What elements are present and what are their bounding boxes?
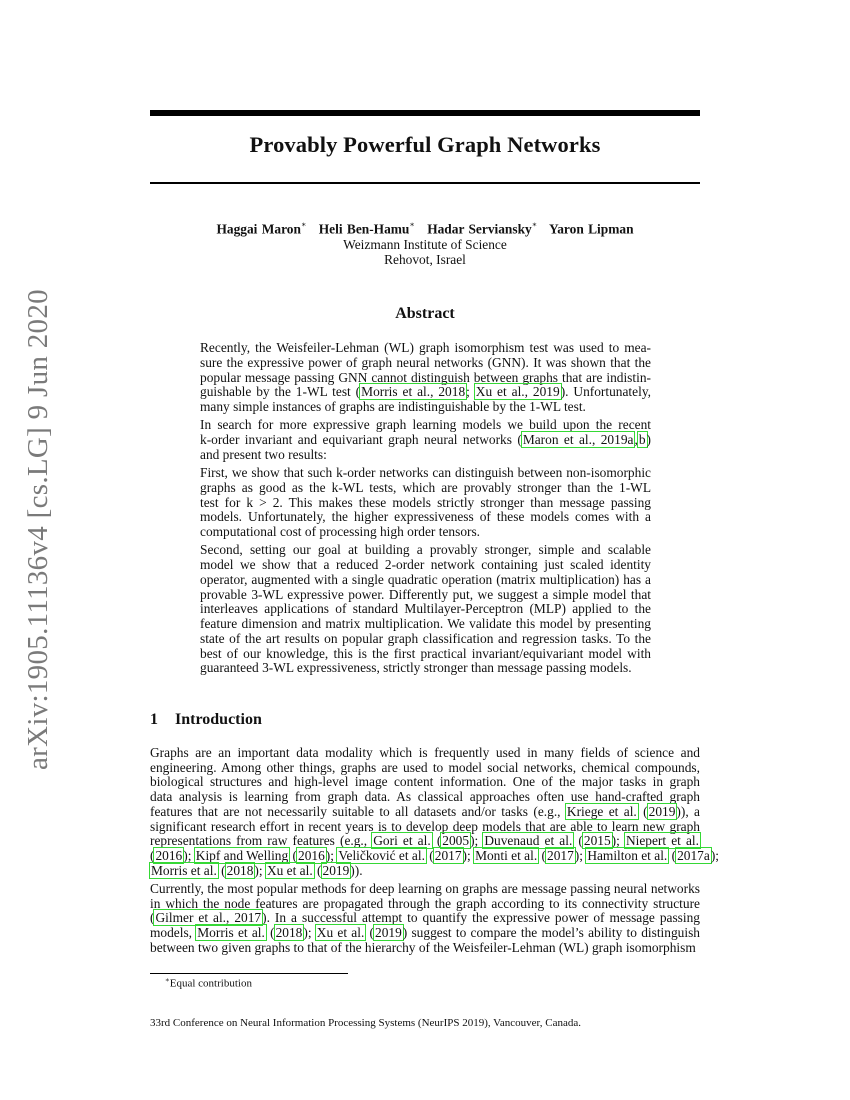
- text-line: representations from raw features (e.g., Gori et al. (2005); Duvenaud et al. (2015); Niepert et al.: [150, 833, 700, 849]
- text-line: significant research effort in recent years is to develop deep models that are able to learn new graph: [150, 818, 700, 834]
- text-line: sure the expressive power of graph neural networks (GNN). It was shown that the: [200, 354, 651, 370]
- bottom-title-rule: [150, 182, 700, 184]
- text-line: First, we show that such k-order networks can distinguish between non-isomorphic: [200, 465, 651, 480]
- citation-link[interactable]: Gori et al.: [373, 833, 431, 849]
- citation-link[interactable]: Morris et al., 2018: [361, 384, 466, 400]
- text-line: engineering. Among other things, graphs are used to model social networks, chemical compounds,: [150, 759, 700, 775]
- citation-link[interactable]: 2019: [375, 924, 402, 940]
- text-line: model we show that a reduced 2-order network containing just scaled identity: [200, 557, 651, 572]
- introduction-body: [150, 745, 719, 959]
- text-line: Second, setting our goal at building a provably stronger, simple and scalable: [200, 542, 651, 558]
- text-line: graphs as good as the k-WL tests, which are provably stronger than the 1-WL: [200, 479, 651, 495]
- citation-link[interactable]: Veličković et al.: [338, 847, 425, 863]
- text-line: k-order invariant and equivariant graph neural networks (Maron et al., 2019a,b): [200, 432, 651, 447]
- text-line: many simple instances of graphs are indistinguishable by the 1-WL test.: [200, 399, 586, 414]
- citation-link[interactable]: 2018: [226, 862, 254, 878]
- citation-link[interactable]: Gilmer et al., 2017: [155, 910, 262, 926]
- abstract-paragraph: [200, 466, 651, 540]
- author-name: Haggai Maron: [216, 221, 301, 237]
- introduction-paragraph: [150, 745, 719, 878]
- abstract-paragraph: [200, 341, 651, 415]
- text-line: test for k > 2. This makes these models strictly stronger than message passing: [200, 494, 651, 510]
- citation-link[interactable]: Xu et al.: [266, 862, 313, 878]
- paper-title: Provably Powerful Graph Networks: [249, 132, 601, 157]
- text-line: data analysis is learning from graph data. As classical approaches often use hand-crafted graph: [150, 789, 700, 805]
- abstract-paragraph: [200, 418, 651, 462]
- text-line: models. Unfortunately, the higher expressiveness of these models comes with a: [200, 509, 651, 525]
- text-line: feature dimension and matrix multiplication. We validate this model by presenting: [200, 616, 651, 631]
- citation-link[interactable]: Morris et al.: [197, 924, 265, 940]
- citation-link[interactable]: Xu et al.: [316, 924, 365, 940]
- text-line: (2016); Kipf and Welling (2016); Veličković et al. (2017); Monti et al. (2017); Hamilton et al. (2017a);: [150, 847, 719, 863]
- citation-link[interactable]: Maron et al., 2019a: [522, 432, 634, 447]
- text-line: in which the node features are propagated through the graph according to its connectivity structure: [150, 895, 700, 911]
- author-name: Heli Ben-Hamu: [318, 221, 410, 237]
- footnote-mark: ∗: [165, 976, 170, 984]
- citation-link[interactable]: 2016: [298, 847, 325, 863]
- footnote-text: Equal contribution: [169, 977, 252, 990]
- citation-link[interactable]: 2018: [275, 924, 303, 940]
- citation-link[interactable]: b: [638, 432, 646, 447]
- location: Rehovot, Israel: [384, 252, 466, 267]
- text-line: biological structures and high-level image content information. One of the major tasks in graph: [150, 774, 700, 790]
- citation-link[interactable]: 2016: [155, 847, 183, 863]
- citation-link[interactable]: Kipf and Welling: [195, 847, 289, 863]
- text-line: state of the art results on popular graph classification and regression tasks. To the: [200, 630, 651, 646]
- citation-link[interactable]: Monti et al.: [475, 847, 538, 863]
- citation-link[interactable]: 2017: [434, 847, 462, 863]
- citation-link[interactable]: Xu et al., 2019: [475, 384, 560, 400]
- text-line: computational cost of processing high order tensors.: [200, 524, 481, 539]
- footnote-rule: [150, 973, 348, 974]
- text-line: (Gilmer et al., 2017). In a successful attempt to quantify the expressive power of message passing: [150, 910, 701, 926]
- citation-link[interactable]: Hamilton et al.: [587, 847, 668, 863]
- text-line: Morris et al. (2018); Xu et al. (2019)).: [151, 862, 363, 878]
- citation-link[interactable]: 2019: [648, 803, 676, 819]
- citation-link[interactable]: 2005: [442, 833, 470, 849]
- text-line: provable 3-WL expressive power. Differently put, we suggest a simple model that: [200, 586, 651, 602]
- text-line: guishable by the 1-WL test (Morris et al., 2018; Xu et al., 2019). Unfortunately,: [200, 384, 651, 400]
- citation-link[interactable]: 2017a: [677, 847, 710, 863]
- text-line: and present two results:: [200, 446, 327, 462]
- text-line: Currently, the most popular methods for deep learning on graphs are message passing neural networks: [150, 880, 700, 896]
- text-line: Recently, the Weisfeiler-Lehman (WL) graph isomorphism test was used to mea-: [200, 340, 651, 355]
- top-title-rule: [150, 110, 700, 116]
- text-line: between two given graphs to that of the hierarchy of the Weisfeiler-Lehman (WL) graph isomorphism: [150, 939, 696, 955]
- citation-link[interactable]: Niepert et al.: [625, 833, 700, 849]
- equal-contribution-mark: ∗: [531, 220, 538, 229]
- affiliation: Weizmann Institute of Science: [343, 237, 507, 252]
- text-line: models, Morris et al. (2018); Xu et al. (2019) suggest to compare the model’s ability to distinguish: [150, 924, 700, 940]
- text-line: popular message passing GNN cannot distinguish between graphs that are indistin-: [200, 369, 651, 385]
- equal-contribution-mark: ∗: [409, 220, 415, 229]
- text-line: best of our knowledge, this is the first practical invariant/equivariant model with: [200, 645, 651, 661]
- abstract-paragraph: [200, 543, 651, 676]
- introduction-paragraph: [150, 882, 700, 956]
- section-number: 1: [150, 711, 158, 728]
- text-line: operator, augmented with a single quadratic operation (matrix multiplication) has a: [200, 571, 651, 587]
- conference-note: 33rd Conference on Neural Information Processing Systems (NeurIPS 2019), Vancouver, Canada.: [150, 1017, 582, 1029]
- citation-link[interactable]: 2015: [583, 833, 611, 849]
- author-name: Yaron Lipman: [549, 221, 634, 237]
- section-heading-introduction: [150, 711, 262, 729]
- citation-link[interactable]: Duvenaud et al.: [484, 833, 573, 849]
- abstract-heading: Abstract: [395, 305, 455, 322]
- text-line: guaranteed 3-WL expressiveness, strictly stronger than message passing models.: [200, 660, 632, 676]
- footnote: [165, 976, 252, 990]
- author-list: [150, 221, 700, 237]
- citation-link[interactable]: Kriege et al.: [566, 803, 637, 819]
- citation-link[interactable]: 2019: [322, 862, 350, 878]
- text-line: Graphs are an important data modality which is frequently used in many fields of science and: [150, 745, 700, 760]
- arxiv-identifier: arXiv:1905.11136v4 [cs.LG] 9 Jun 2020: [22, 289, 54, 770]
- citation-link[interactable]: Morris et al.: [151, 862, 217, 878]
- equal-contribution-mark: ∗: [300, 220, 307, 229]
- citation-link[interactable]: 2017: [547, 847, 574, 863]
- abstract-body: [200, 341, 651, 680]
- section-title: Introduction: [175, 711, 262, 728]
- text-line: interleaves applications of standard Multilayer-Perceptron (MLP) applied to the: [200, 601, 651, 617]
- text-line: features that are not necessarily suitable to all datasets and/or tasks (e.g., Kriege et al. (2019)), a: [150, 803, 700, 819]
- text-line: In search for more expressive graph learning models we build upon the recent: [200, 417, 651, 433]
- author-name: Hadar Serviansky: [427, 221, 532, 237]
